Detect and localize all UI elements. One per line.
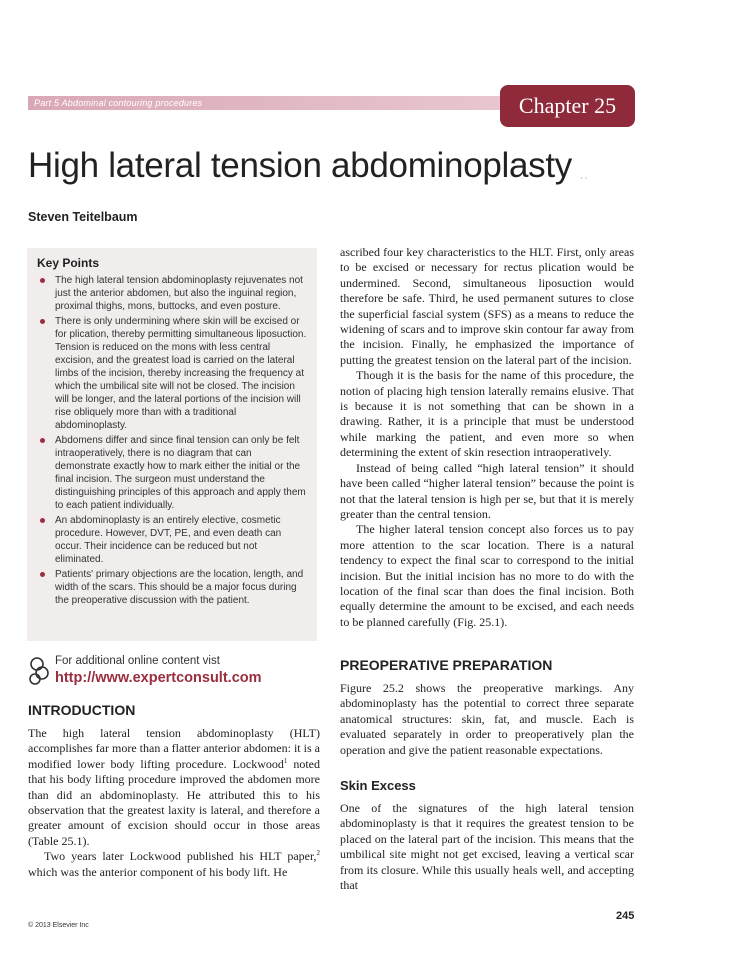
introduction-heading: INTRODUCTION [28, 702, 136, 718]
part-label: Part 5 Abdominal contouring procedures [34, 98, 203, 108]
right-paragraph-2: Though it is the basis for the name of this procedure, the notion of placing high tension laterally remains elusive. That is because it is not something that can be shown in a drawing. Rather, it is a principle that must be understood while marking the patient, and even more so when determining the extent of skin resection intraoperatively. [340, 368, 634, 460]
online-content-label: For additional online content vist [55, 655, 220, 667]
introduction-paragraph-2: Two years later Lockwood published his HLT paper,$^2$ which was the anterior component of his body lift. He [28, 849, 320, 879]
skin-excess-heading: Skin Excess [340, 778, 416, 793]
key-point-item: Abdomens differ and since final tension can only be felt intraoperatively, there is no diagram that can demonstrate exactly how to mark either the initial or the final incision. The surgeon must understand the distinguishing principles of this approach and apply them to each patient individually. [37, 434, 307, 512]
bullet-icon [40, 518, 45, 523]
key-points-list [37, 274, 307, 607]
preoperative-heading: PREOPERATIVE PREPARATION [340, 657, 553, 673]
expertconsult-link[interactable]: http://www.expertconsult.com [55, 670, 262, 686]
bullet-icon [40, 572, 45, 577]
bullet-icon [40, 319, 45, 324]
chapter-title: High lateral tension abdominoplasty [28, 146, 572, 185]
preoperative-paragraph-1: Figure 25.2 shows the preoperative markings. Any abdominoplasty has the potential to correct three separate anatomical structures: skin, fat, and muscle. Each is evaluated separately in order to preoperatively plan the operation and give the patient reasonable expectations. [340, 681, 634, 757]
key-point-item: An abdominoplasty is an entirely elective, cosmetic procedure. However, DVT, PE, and even death can occur. Their incidence can be reduced but not eliminated. [37, 514, 307, 566]
page-number: 245 [616, 910, 635, 922]
introduction-text [28, 726, 320, 880]
author-name: Steven Teitelbaum [28, 210, 138, 224]
copyright-notice: © 2013 Elsevier Inc [28, 922, 89, 929]
key-point-item: The high lateral tension abdominoplasty rejuvenates not just the anterior abdomen, but also the inguinal region, proximal thighs, mons, buttocks, and even posture. [37, 274, 307, 313]
part-header-strip [28, 96, 508, 110]
key-points-heading: Key Points [37, 256, 100, 270]
online-content-icon [27, 655, 53, 687]
key-point-item: There is only undermining where skin will be excised or for plication, thereby permitting simultaneous liposuction. Tension is reduced on the mons with less central excision, and the greatest load is carried on the lateral limbs of the incision, thereby increasing the frequency at which the umbilical site will not be closed. The incision will be longer, and the lateral portions of the incision will rise obliquely more than with a traditional abdominoplasty. [37, 315, 307, 432]
chapter-badge: Chapter 25 [500, 85, 635, 127]
right-paragraph-1: ascribed four key characteristics to the HLT. First, only areas to be excised or necessary for rectus plication would be undermined. Second, simultaneous liposuction would therefore be safe. Third, he used permanent sutures to close the superficial fascial system (SFS) as a means to reduce the widening of scars and to improve skin contour far away from the incision. Finally, he emphasized the importance of putting the greatest tension on the lateral part of the incision. [340, 245, 634, 367]
bullet-icon [40, 438, 45, 443]
key-points-box [27, 248, 317, 641]
introduction-paragraph-1: The high lateral tension abdominoplasty (HLT) accomplishes far more than a flatter anterior abdomen: it is a modified lower body lifting procedure. Lockwood$^1$ noted that his body lifting procedure improved the abdomen more than did an abdominoplasty. He attributed this to his observation that the greatest laxity is lateral, and therefore a greater amount of excision should occur in those areas (Table 25.1). [28, 726, 320, 848]
preoperative-text [340, 681, 634, 758]
right-column-text [340, 245, 634, 630]
right-paragraph-3: Instead of being called “high lateral tension” it should have been called “higher lateral tension” because the point is not that the lateral tension is high per se, but that it is merely greater than the central tension. [340, 460, 634, 521]
bullet-icon [40, 278, 45, 283]
scan-mark: · · [580, 174, 588, 183]
online-content-notice [27, 655, 317, 695]
skin-excess-text [340, 801, 634, 893]
key-point-item: Patients' primary objections are the location, length, and width of the scars. This should be a major focus during the preoperative discussion with the patient. [37, 568, 307, 607]
skin-excess-paragraph-1: One of the signatures of the high lateral tension abdominoplasty is that it requires the greatest tension to be placed on the lateral part of the incision. This means that the umbilical site might not get excised, leaving a vertical scar from its closure. While this usually heals well, and accepting that [340, 801, 634, 893]
right-paragraph-4: The higher lateral tension concept also forces us to pay more attention to the scar location. There is a natural tendency to expect the final scar to correspond to the initial incision. But the initial incision has no more to do with the location of the final scar than does the final incision. Both equally determine the amount to be excised, and each needs to be planned carefully (Fig. 25.1). [340, 522, 634, 629]
